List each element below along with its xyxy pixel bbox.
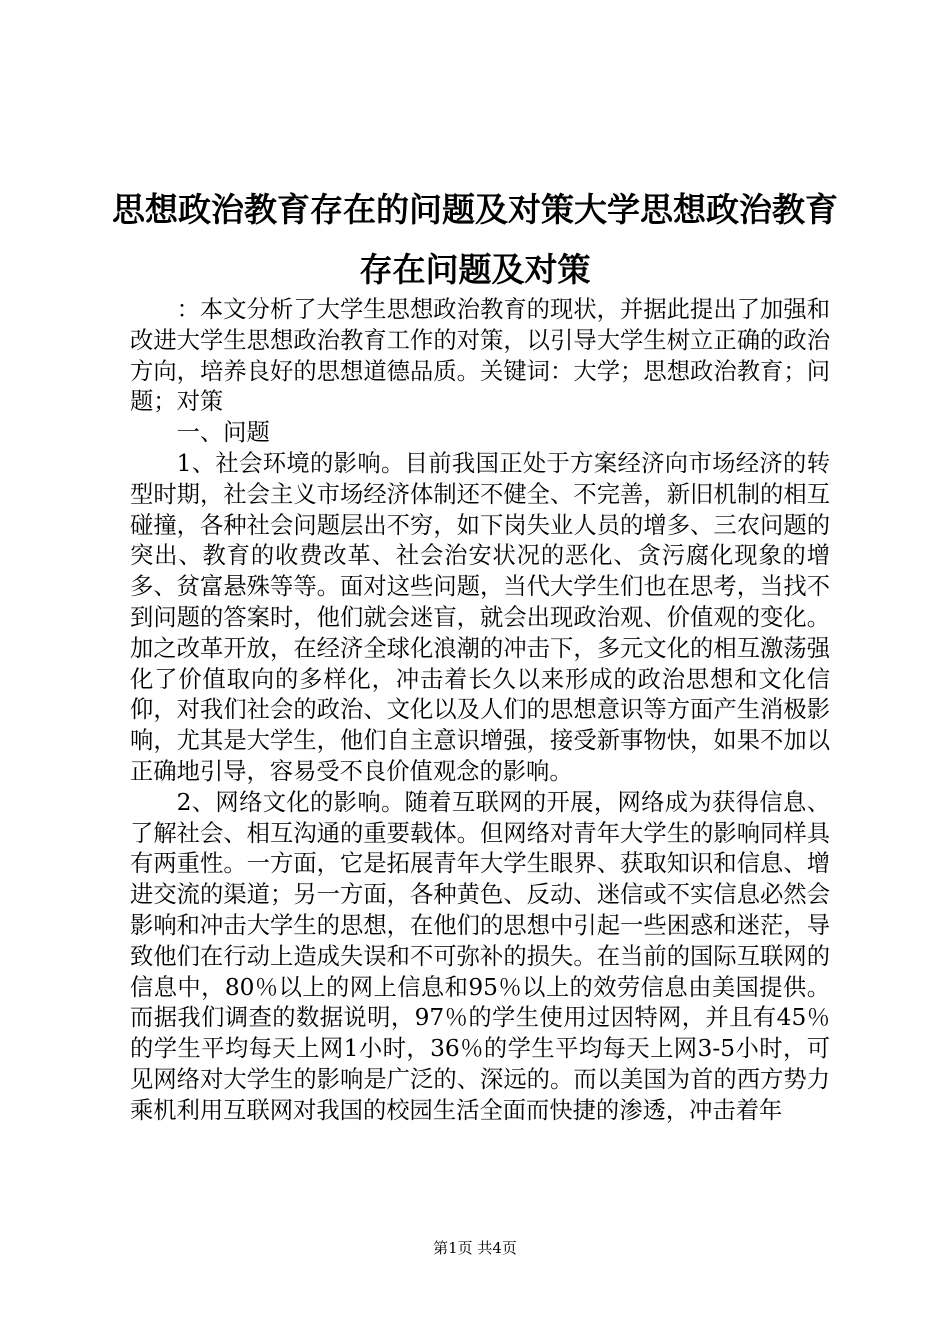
document-body xyxy=(130,295,830,1127)
body-paragraph: 2、网络文化的影响。随着互联网的开展，网络成为获得信息、了解社会、相互沟通的重要载体。但网络对青年大学生的影响同样具有两重性。一方面，它是拓展青年大学生眼界、获取知识和信息、增进交流的渠道；另一方面，各种黄色、反动、迷信或不实信息必然会影响和冲击大学生的思想，在他们的思想中引起一些困惑和迷茫，导致他们在行动上造成失误和不可弥补的损失。在当前的国际互联网的信息中，80％以上的网上信息和95％以上的效劳信息由美国提供。而据我们调查的数据说明，97％的学生使用过因特网，并且有45％的学生平均每天上网1小时，36％的学生平均每天上网3-5小时，可见网络对大学生的影响是广泛的、深远的。而以美国为首的西方势力乘机利用互联网对我国的校园生活全面而快捷的渗透，冲击着年 xyxy=(130,788,830,1124)
page-number: 第1页 共4页 xyxy=(433,1239,517,1257)
section-heading: 一、问题 xyxy=(176,419,270,447)
abstract-paragraph: ：本文分析了大学生思想政治教育的现状，并据此提出了加强和改进大学生思想政治教育工作的对策，以引导大学生树立正确的政治方向，培养良好的思想道德品质。关键词：大学；思想政治教育；问题；对策 xyxy=(130,296,830,416)
body-paragraph: 1、社会环境的影响。目前我国正处于方案经济向市场经济的转型时期，社会主义市场经济体制还不健全、不完善，新旧机制的相互碰撞，各种社会问题层出不穷，如下岗失业人员的增多、三农问题的突出、教育的收费改革、社会治安状况的恶化、贪污腐化现象的增多、贫富悬殊等等。面对这些问题，当代大学生们也在思考，当找不到问题的答案时，他们就会迷盲，就会出现政治观、价值观的变化。加之改革开放，在经济全球化浪潮的冲击下，多元文化的相互激荡强化了价值取向的多样化，冲击着长久以来形成的政治思想和文化信仰，对我们社会的政治、文化以及人们的思想意识等方面产生消极影响，尤其是大学生，他们自主意识增强，接受新事物快，如果不加以正确地引导，容易受不良价值观念的影响。 xyxy=(130,449,830,785)
document-title: 思想政治教育存在的问题及对策大学思想政治教育存在问题及对策 xyxy=(112,190,838,289)
